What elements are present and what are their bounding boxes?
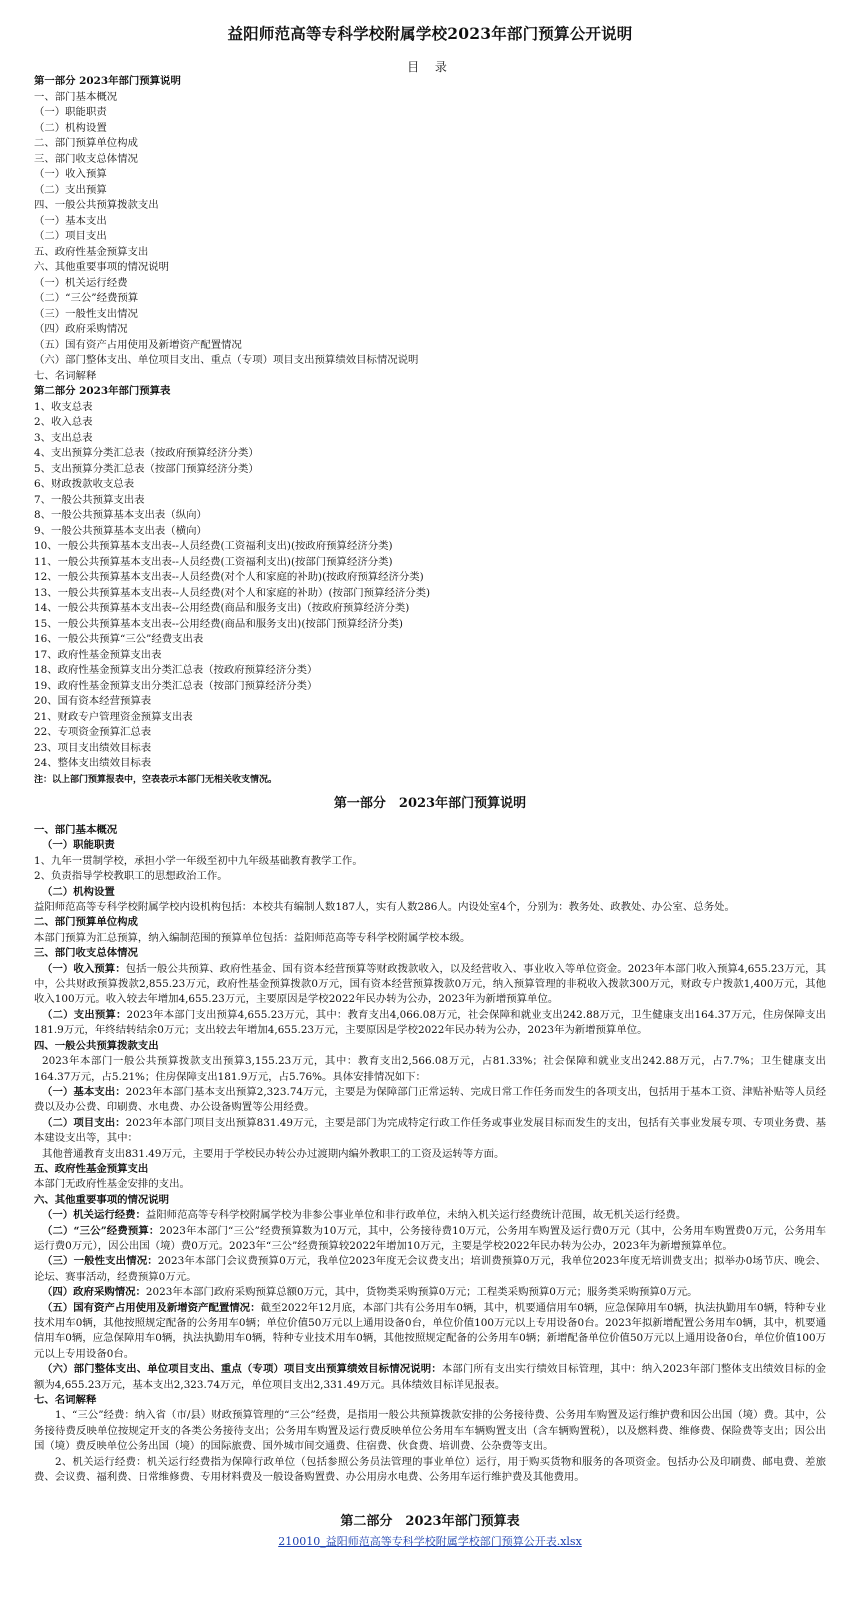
paragraph bbox=[34, 1208, 826, 1223]
toc-item: （二）项目支出 bbox=[34, 230, 107, 242]
paragraph bbox=[34, 1362, 826, 1393]
inline-text: 2023年本部门“三公”经费预算数为10万元，其中，公务接待费10万元，公务用车购置及运行费0万元（其中，公务用车购置费0万元，公务用车运行费0万元），因公出国（境）费0万元。2023年“三公”经费预算较2022年增加10万元，主要是学校2022年民办转为公办，2023年为新增预算单位。 bbox=[34, 1224, 826, 1252]
inline-text: 2023年本部门基本支出预算2,323.74万元，主要是为保障部门正常运转、完成日常工作任务而发生的各项支出，包括用于基本工资、津贴补贴等人员经费以及办公费、印刷费、水电费、办公设备购置等公用经费。 bbox=[34, 1085, 826, 1114]
paragraph bbox=[34, 1285, 826, 1300]
toc-item: （二）支出预算 bbox=[34, 183, 107, 196]
inline-text: 益阳师范高等专科学校附属学校为非参公事业单位和非行政单位，未纳入机关运行经费统计范围，故无机关运行经费。 bbox=[145, 1209, 687, 1222]
term-definition: 2、机关运行经费：机关运行经费指为保障行政单位（包括参照公务员法管理的事业单位）运行，用于购买货物和服务的各项资金。包括办公及印刷费、邮电费、差旅费、会议费、福利费、日常维修费、专用材料费及一般设备购置费、办公用房水电费、公务用车运行维护费及其他费用。 bbox=[34, 1455, 826, 1484]
toc-item: 13、一般公共预算基本支出表--人员经费(对个人和家庭的补助）(按部门预算经济分类) bbox=[34, 586, 431, 599]
section-heading: 七、名词解释 bbox=[34, 1394, 97, 1407]
toc-item: 16、一般公共预算“三公”经费支出表 bbox=[34, 633, 204, 645]
paragraph bbox=[34, 1085, 826, 1116]
part-two-title: 第二部分 2023年部门预算表 bbox=[340, 1514, 520, 1529]
toc-item: 9、一般公共预算基本支出表（横向） bbox=[34, 524, 207, 537]
toc-item: 23、项目支出绩效目标表 bbox=[34, 741, 152, 754]
toc-item: 15、一般公共预算基本支出表--公用经费(商品和服务支出)(按部门预算经济分类) bbox=[34, 617, 403, 630]
toc-item: 18、政府性基金预算支出分类汇总表（按政府预算经济分类） bbox=[34, 664, 318, 676]
part-one-body bbox=[34, 823, 826, 1485]
inline-text: 2023年本部门会议费预算0万元，我单位2023年度无会议费支出；培训费预算0万元，我单位2023年度无培训费支出；拟举办0场节庆、晚会、论坛、赛事活动，经费预算0万元。 bbox=[34, 1255, 826, 1283]
toc-item: （一）基本支出 bbox=[34, 214, 107, 227]
section-heading: 二、部门预算单位构成 bbox=[34, 916, 138, 929]
section-heading: 五、政府性基金预算支出 bbox=[34, 1162, 149, 1175]
toc-item: （一）职能职责 bbox=[34, 106, 107, 118]
inline-text: 2023年本部门项目支出预算831.49万元，主要是部门为完成特定行政工作任务或事业发展目标而发生的支出，包括有关事业发展专项、专项业务费、基本建设支出等，其中： bbox=[34, 1116, 827, 1145]
inline-text: 2023年本部门支出预算4,655.23万元，其中：教育支出4,066.08万元，社会保障和就业支出242.88万元，卫生健康支出164.37万元，住房保障支出181.9万元，年终结转结余0万元；支出较去年增加4,655.23万元，主要原因是学校2022年民办转为公办，2023年为新增预算单位。 bbox=[34, 1008, 826, 1037]
inline-label: （三）一般性支出情况： bbox=[42, 1255, 158, 1268]
toc-item: 7、一般公共预算支出表 bbox=[34, 493, 145, 506]
inline-label: （二）项目支出： bbox=[42, 1116, 126, 1129]
toc-item: 24、整体支出绩效目标表 bbox=[34, 757, 152, 769]
part-one-title: 第一部分 2023年部门预算说明 bbox=[333, 796, 527, 811]
inline-label: （一）收入预算： bbox=[42, 962, 126, 975]
toc-item: （六）部门整体支出、单位项目支出、重点（专项）项目支出预算绩效目标情况说明 bbox=[34, 354, 419, 366]
toc-item: 七、名词解释 bbox=[34, 369, 97, 382]
toc-item: 六、其他重要事项的情况说明 bbox=[34, 261, 170, 273]
paragraph bbox=[34, 1301, 826, 1363]
toc-note: 注：以上部门预算报表中，空表表示本部门无相关收支情况。 bbox=[34, 774, 278, 785]
toc-item: （二）“三公”经费预算 bbox=[34, 292, 139, 304]
toc-item: 17、政府性基金预算支出表 bbox=[34, 648, 162, 661]
toc-item: 2、收入总表 bbox=[34, 416, 93, 428]
attachment-download-link[interactable]: 210010_益阳师范高等专科学校附属学校部门预算公开表.xlsx bbox=[278, 1535, 582, 1548]
section-heading: 三、部门收支总体情况 bbox=[34, 947, 138, 960]
toc-item: 三、部门收支总体情况 bbox=[34, 152, 138, 165]
toc-item: 四、一般公共预算拨款支出 bbox=[34, 199, 159, 211]
paragraph: 2023年本部门一般公共预算拨款支出预算3,155.23万元，其中：教育支出2,566.08万元，占81.33%；社会保障和就业支出242.88万元，占7.7%；卫生健康支出164.37万元，占5.21%；住房保障支出181.9万元，占5.76%。具体安排情况如下： bbox=[34, 1055, 826, 1083]
duty-item: 2、负责指导学校教职工的思想政治工作。 bbox=[34, 870, 228, 883]
inline-text: 截至2022年12月底，本部门共有公务用车0辆，其中，机要通信用车0辆，应急保障用车0辆，执法执勤用车0辆，特种专业技术用车0辆，其他按照规定配备的公务用车0辆；单位价值50万元以上通用设备0台，单位价值100万元以上专用设备0台。2023年拟新增配置公务用车0辆，其中，机要通信用车0辆，应急保障用车0辆，执法执勤用车0辆，特种专业技术用车0辆，其他按照规定配备的公务用车0辆；新增配备单位价值50万元以上通用设备0台，单位价值100万元以上专用设备0台。 bbox=[34, 1301, 826, 1360]
attachment-link-row bbox=[0, 1533, 860, 1549]
toc-item: 6、财政拨款收支总表 bbox=[34, 478, 135, 490]
toc-item: 10、一般公共预算基本支出表--人员经费(工资福利支出)(按政府预算经济分类) bbox=[34, 540, 393, 552]
inline-text: 2023年本部门政府采购预算总额0万元，其中，货物类采购预算0万元；工程类采购预算0万元；服务类采购预算0万元。 bbox=[145, 1286, 698, 1299]
toc-item: 19、政府性基金预算支出分类汇总表（按部门预算经济分类） bbox=[34, 679, 318, 692]
toc-item: 5、支出预算分类汇总表（按部门预算经济分类） bbox=[34, 462, 259, 475]
paragraph: 本部门无政府性基金安排的支出。 bbox=[34, 1178, 190, 1191]
toc-item: 二、部门预算单位构成 bbox=[34, 137, 138, 149]
inline-text: 包括一般公共预算、政府性基金、国有资本经营预算等财政拨款收入，以及经营收入、事业收入等单位资金。2023年本部门收入预算4,655.23万元，其中，公共财政预算拨款2,855.23万元，政府性基金预算拨款0万元，国有资本经营预算拨款0万元，纳入预算管理的非税收入拨款300万元，财政专户拨款1,400万元，其他收入100万元。收入较去年增加4,655.23万元，主要原因是学校2022年民办转为公办，2023年为新增预算单位。 bbox=[34, 962, 826, 1006]
toc-item: 第二部分 2023年部门预算表 bbox=[34, 385, 171, 397]
page-title: 益阳师范高等专科学校附属学校2023年部门预算公开说明 bbox=[227, 24, 633, 43]
toc-item: 12、一般公共预算基本支出表--人员经费(对个人和家庭的补助)(按政府预算经济分类) bbox=[34, 571, 424, 583]
paragraph bbox=[34, 1008, 826, 1039]
paragraph: 益阳师范高等专科学校附属学校内设机构包括：本校共有编制人数187人，实有人数286人。内设处室4个，分别为：教务处、政教处、办公室、总务处。 bbox=[34, 901, 735, 914]
term-definition: 1、“三公”经费：纳入省（市/县）财政预算管理的“三公”经费，是指用一般公共预算拨款安排的公务接待费、公务用车购置及运行维护费和因公出国（境）费。其中，公务接待费反映单位按规定开支的各类公务接待支出；公务用车购置及运行费反映单位公务用车车辆购置支出（含车辆购置税），以及燃料费、维修费、保险费等支出；因公出国（境）费反映单位公务出国（境）的国际旅费、国外城市间交通费、住宿费、伙食费、培训费、公杂费等支出。 bbox=[34, 1409, 826, 1453]
inline-label: （四）政府采购情况： bbox=[42, 1286, 146, 1299]
inline-label: （六）部门整体支出、单位项目支出、重点（专项）项目支出预算绩效目标情况说明： bbox=[42, 1363, 442, 1376]
toc-item: （四）政府采购情况 bbox=[34, 323, 128, 335]
subsection-heading: （二）机构设置 bbox=[42, 885, 115, 898]
inline-text: 本部门所有支出实行绩效目标管理，其中：纳入2023年部门整体支出绩效目标的金额为4,655.23万元，基本支出2,323.74万元，单位项目支出2,331.49万元。具体绩效目标详见报表。 bbox=[34, 1363, 826, 1391]
section-heading: 一、部门基本概况 bbox=[34, 824, 118, 836]
inline-label: （二）“三公”经费预算： bbox=[42, 1224, 160, 1237]
inline-label: （一）机关运行经费： bbox=[42, 1209, 146, 1222]
toc-item: 一、部门基本概况 bbox=[34, 90, 118, 103]
toc-item: （一）收入预算 bbox=[34, 168, 107, 180]
toc-item: 20、国有资本经营预算表 bbox=[34, 695, 152, 707]
paragraph bbox=[34, 1254, 826, 1285]
paragraph bbox=[34, 1224, 826, 1255]
section-heading: 四、一般公共预算拨款支出 bbox=[34, 1039, 159, 1052]
paragraph bbox=[34, 962, 826, 1008]
section-heading: 六、其他重要事项的情况说明 bbox=[34, 1193, 170, 1206]
toc-item: （三）一般性支出情况 bbox=[34, 307, 138, 320]
toc-item: 11、一般公共预算基本支出表--人员经费(工资福利支出)(按部门预算经济分类) bbox=[34, 555, 393, 568]
toc-heading: 目 录 bbox=[407, 60, 453, 74]
inline-label: （一）基本支出： bbox=[42, 1085, 126, 1098]
inline-label: （二）支出预算： bbox=[42, 1008, 127, 1021]
paragraph: 本部门预算为汇总预算，纳入编制范围的预算单位包括：益阳师范高等专科学校附属学校本级。 bbox=[34, 931, 471, 944]
toc-item: 22、专项资金预算汇总表 bbox=[34, 726, 152, 738]
toc-item: （一）机关运行经费 bbox=[34, 276, 128, 289]
toc-item: 14、一般公共预算基本支出表--公用经费(商品和服务支出)（按政府预算经济分类) bbox=[34, 602, 410, 614]
toc-item: 1、收支总表 bbox=[34, 400, 93, 413]
subsection-heading: （一）职能职责 bbox=[42, 839, 115, 852]
toc-item: 3、支出总表 bbox=[34, 431, 93, 444]
inline-label: （五）国有资产占用使用及新增资产配置情况： bbox=[42, 1301, 261, 1314]
toc-item: 第一部分 2023年部门预算说明 bbox=[34, 75, 181, 87]
toc-item: 4、支出预算分类汇总表（按政府预算经济分类） bbox=[34, 447, 259, 459]
toc-item: （五）国有资产占用使用及新增资产配置情况 bbox=[34, 338, 242, 351]
duty-item: 1、九年一贯制学校，承担小学一年级至初中九年级基础教育教学工作。 bbox=[34, 854, 363, 867]
table-of-contents bbox=[34, 74, 834, 787]
paragraph: 其他普通教育支出831.49万元，主要用于学校民办转公办过渡期内编外教职工的工资及运转等方面。 bbox=[42, 1147, 505, 1160]
paragraph bbox=[34, 1116, 826, 1147]
toc-item: （二）机构设置 bbox=[34, 121, 107, 134]
toc-item: 21、财政专户管理资金预算支出表 bbox=[34, 710, 193, 723]
toc-item: 8、一般公共预算基本支出表（纵向） bbox=[34, 509, 207, 521]
toc-item: 五、政府性基金预算支出 bbox=[34, 245, 149, 258]
